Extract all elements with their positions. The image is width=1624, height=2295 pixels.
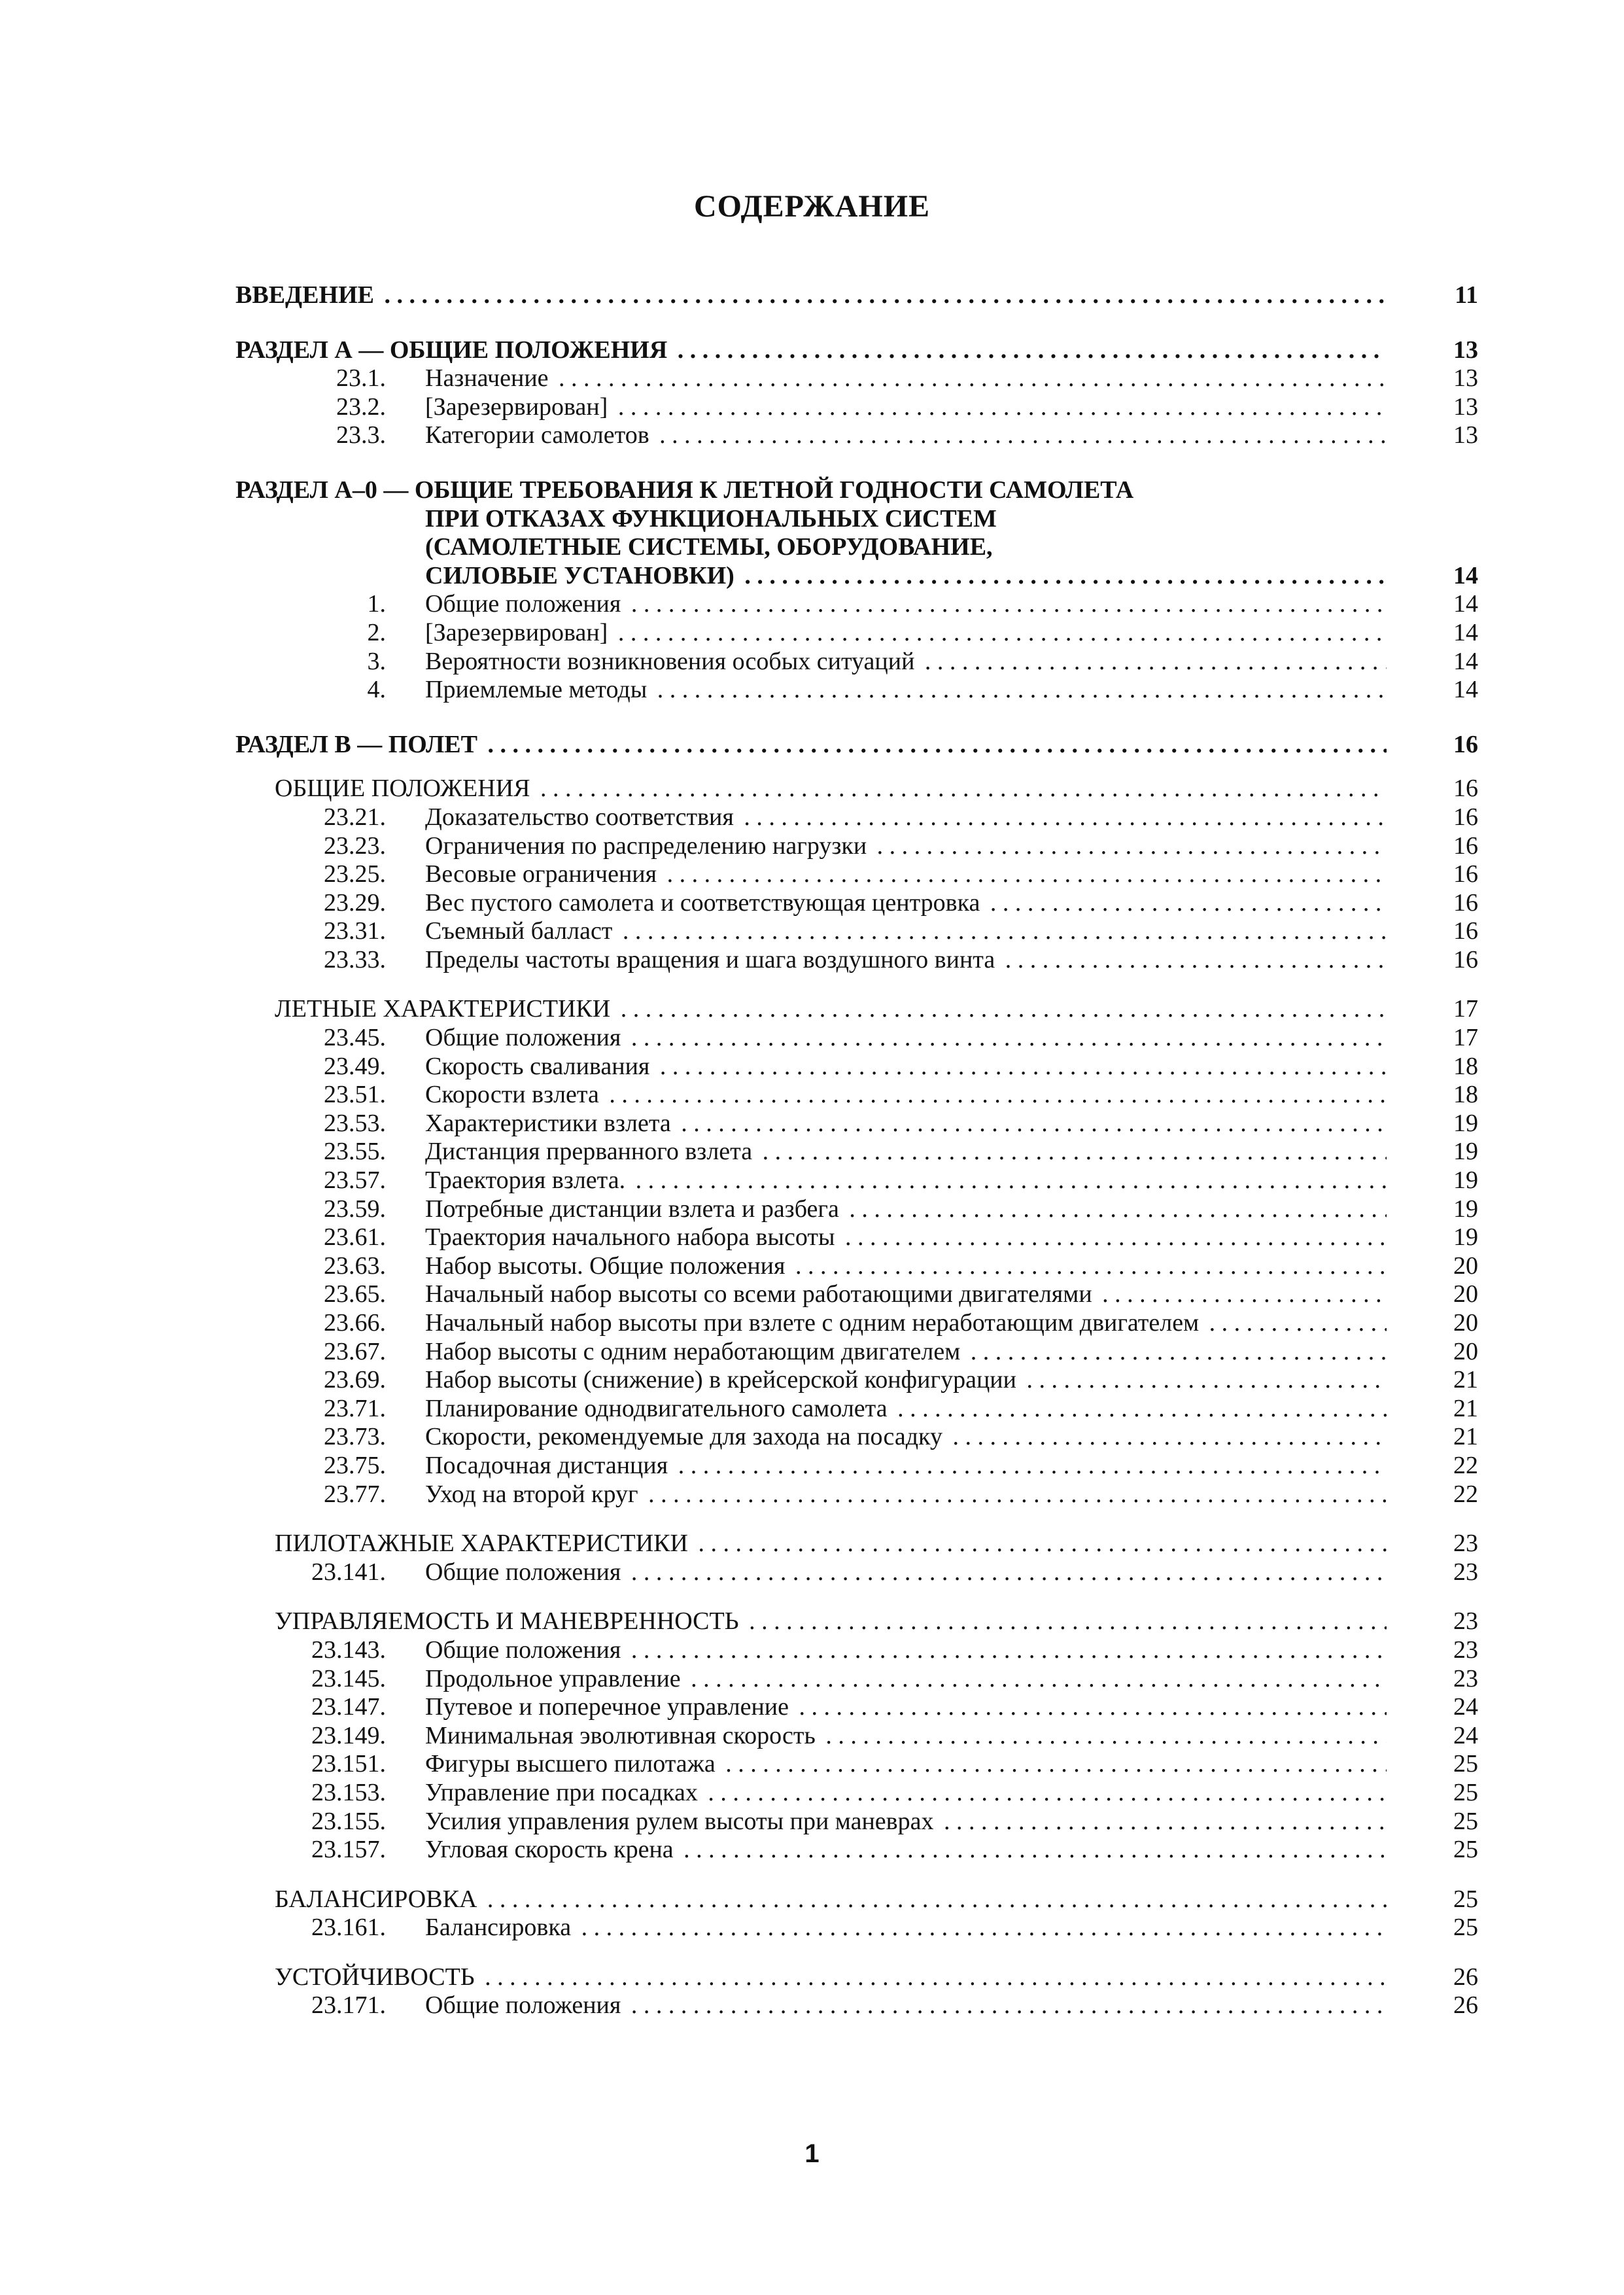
page-ref: 17 (1453, 1024, 1478, 1052)
page-ref: 25 (1453, 1885, 1478, 1913)
entry-label: Начальный набор высоты со всеми работающими двигателями (425, 1280, 1096, 1308)
toc-entry[interactable] (235, 1138, 1478, 1166)
page-ref: 25 (1453, 1836, 1478, 1864)
page-ref: 16 (1453, 917, 1478, 945)
entry-number: 4. (367, 676, 386, 704)
toc-entry[interactable] (235, 421, 1478, 450)
toc-entry[interactable] (235, 946, 1478, 975)
entry-label: Усилия управления рулем высоты при маневрах (425, 1808, 937, 1835)
entry-number: 23.75. (324, 1451, 386, 1479)
entry-number: 23.49. (324, 1052, 386, 1080)
entry-label: Путевое и поперечное управление (425, 1693, 793, 1721)
entry-label: Ограничения по распределению нагрузки (425, 832, 871, 860)
entry-number: 23.57. (324, 1166, 386, 1195)
toc-subsection-control[interactable] (235, 1607, 1478, 1636)
entry-label: [Зарезервирован] (425, 619, 612, 646)
entry-number: 23.2. (336, 393, 386, 421)
entry-label: Съемный балласт (425, 917, 616, 945)
toc-entry[interactable] (235, 1750, 1478, 1779)
entry-label: Характеристики взлета (425, 1110, 675, 1137)
entry-label: Траектория начального набора высоты (425, 1223, 839, 1251)
toc-entry[interactable] (235, 889, 1478, 918)
page-ref: 19 (1453, 1223, 1478, 1252)
toc-entry[interactable] (235, 860, 1478, 889)
section-title: РАЗДЕЛ А–0 — ОБЩИЕ ТРЕБОВАНИЯ К ЛЕТНОЙ ГОДНОСТИ САМОЛЕТА (235, 476, 1134, 504)
toc-entry[interactable] (235, 1636, 1478, 1665)
toc-entry[interactable] (235, 393, 1478, 422)
section-title-continued: СИЛОВЫЕ УСТАНОВКИ) (425, 562, 738, 589)
entry-label: Траектория взлета. (425, 1166, 629, 1194)
toc-entry[interactable] (235, 1309, 1478, 1338)
subsection-title: БАЛАНСИРОВКА (275, 1885, 481, 1913)
toc-entry[interactable] (235, 803, 1478, 832)
toc-entry[interactable] (235, 1024, 1478, 1053)
page-ref: 14 (1453, 676, 1478, 704)
subsection-title: ОБЩИЕ ПОЛОЖЕНИЯ (275, 775, 534, 802)
toc-subsection-handling[interactable] (235, 1530, 1478, 1558)
toc-entry[interactable] (235, 1166, 1478, 1195)
page-ref: 20 (1453, 1309, 1478, 1337)
page-title: СОДЕРЖАНИЕ (693, 189, 931, 224)
page-ref: 23 (1453, 1636, 1478, 1664)
entry-label: Набор высоты с одним неработающим двигателем (425, 1338, 964, 1365)
toc-section-a[interactable] (235, 336, 1478, 365)
entry-label: Общие положения (425, 1991, 625, 2019)
page-ref: 13 (1453, 421, 1478, 449)
page-ref: 20 (1453, 1252, 1478, 1280)
entry-number: 23.157. (311, 1836, 386, 1864)
toc-entry[interactable] (235, 917, 1478, 946)
toc-entry[interactable] (235, 1338, 1478, 1367)
entry-label: Вероятности возникновения особых ситуаций (425, 648, 918, 675)
toc-entry[interactable] (235, 590, 1478, 619)
entry-number: 23.21. (324, 803, 386, 831)
page-ref: 19 (1453, 1166, 1478, 1195)
page-ref: 19 (1453, 1138, 1478, 1166)
entry-label: Фигуры высшего пилотажа (425, 1750, 719, 1778)
page-ref: 24 (1453, 1693, 1478, 1721)
section-title: РАЗДЕЛ В — ПОЛЕТ (235, 731, 481, 758)
toc-entry[interactable] (235, 1423, 1478, 1452)
page-ref: 25 (1453, 1750, 1478, 1778)
entry-label: Планирование однодвигательного самолета (425, 1395, 891, 1422)
toc-entry[interactable] (235, 832, 1478, 861)
toc-section-a0-line1[interactable] (235, 476, 1478, 505)
entry-label: Скорость сваливания (425, 1053, 653, 1080)
entry-label: Минимальная эволютивная скорость (425, 1722, 820, 1749)
entry-number: 23.31. (324, 917, 386, 945)
toc-entry[interactable] (235, 1480, 1478, 1509)
entry-number: 23.45. (324, 1024, 386, 1052)
entry-label: Набор высоты (снижение) в крейсерской конфигурации (425, 1366, 1020, 1393)
page-ref: 14 (1453, 647, 1478, 675)
toc-entry[interactable] (235, 1452, 1478, 1480)
subsection-title: ЛЕТНЫЕ ХАРАКТЕРИСТИКИ (275, 995, 614, 1023)
page-ref: 16 (1453, 888, 1478, 917)
toc-entry[interactable] (235, 648, 1478, 676)
toc-entry[interactable] (235, 1808, 1478, 1836)
page-ref: 13 (1453, 364, 1478, 393)
entry-number: 23.71. (324, 1394, 386, 1422)
entry-label: Набор высоты. Общие положения (425, 1252, 789, 1280)
page-ref: 14 (1453, 618, 1478, 646)
page-ref: 16 (1453, 860, 1478, 888)
entry-number: 23.53. (324, 1109, 386, 1137)
entry-number: 23.153. (311, 1778, 386, 1806)
page-ref: 26 (1453, 1963, 1478, 1991)
page-ref: 23 (1453, 1558, 1478, 1586)
entry-number: 3. (367, 647, 386, 675)
toc-section-b[interactable] (235, 731, 1478, 760)
entry-label: Потребные дистанции взлета и разбега (425, 1195, 843, 1223)
page-ref: 21 (1453, 1394, 1478, 1422)
entry-number: 23.65. (324, 1280, 386, 1308)
toc-entry[interactable] (235, 1836, 1478, 1865)
page-ref: 16 (1453, 832, 1478, 860)
toc-entry[interactable] (235, 619, 1478, 648)
page-ref: 24 (1453, 1721, 1478, 1749)
entry-label: Приемлемые методы (425, 676, 651, 703)
entry-number: 23.25. (324, 860, 386, 888)
toc-entry[interactable] (235, 1395, 1478, 1424)
toc-entry[interactable] (235, 1722, 1478, 1751)
page-ref: 13 (1453, 393, 1478, 421)
toc-section-a0-line3 (235, 533, 1478, 562)
page-ref: 16 (1453, 803, 1478, 831)
entry-label: Общие положения (425, 1024, 625, 1051)
toc-section-a0-line2 (235, 505, 1478, 534)
entry-number: 23.145. (311, 1664, 386, 1692)
entry-label: Пределы частоты вращения и шага воздушного винта (425, 946, 999, 973)
entry-label: Доказательство соответствия (425, 803, 738, 831)
entry-label: Управление при посадках (425, 1779, 702, 1806)
toc-entry[interactable] (235, 1914, 1478, 1942)
toc-entry[interactable] (235, 364, 1478, 393)
toc-subsection-trim[interactable] (235, 1885, 1478, 1914)
page-ref: 14 (1453, 561, 1478, 589)
toc-entry[interactable] (235, 1991, 1478, 2020)
entry-number: 23.67. (324, 1337, 386, 1365)
entry-number: 23.143. (311, 1636, 386, 1664)
entry-number: 23.29. (324, 888, 386, 917)
entry-label: Весовые ограничения (425, 860, 661, 888)
entry-label: Скорости, рекомендуемые для захода на посадку (425, 1423, 946, 1450)
entry-number: 23.66. (324, 1309, 386, 1337)
section-title: РАЗДЕЛ А — ОБЩИЕ ПОЛОЖЕНИЯ (235, 336, 671, 364)
toc-entry[interactable] (235, 1280, 1478, 1309)
entry-label: Общие положения (425, 590, 625, 618)
page-ref: 23 (1453, 1530, 1478, 1558)
toc-entry-intro[interactable] (235, 281, 1478, 310)
entry-label: Общие положения (425, 1558, 625, 1586)
page-ref: 23 (1453, 1664, 1478, 1692)
entry-label: Уход на второй круг (425, 1480, 642, 1508)
entry-number: 23.51. (324, 1081, 386, 1109)
entry-label: ВВЕДЕНИЕ (235, 281, 378, 309)
page-ref: 25 (1453, 1778, 1478, 1806)
page-ref: 18 (1453, 1052, 1478, 1080)
entry-label: Дистанция прерванного взлета (425, 1138, 756, 1165)
page-number: 1 (804, 2139, 820, 2168)
entry-number: 23.151. (311, 1750, 386, 1778)
toc-entry[interactable] (235, 1223, 1478, 1252)
entry-label: Начальный набор высоты при взлете с одним неработающим двигателем (425, 1309, 1203, 1337)
table-of-contents (235, 281, 1478, 2020)
entry-number: 23.3. (336, 421, 386, 449)
entry-number: 23.73. (324, 1423, 386, 1451)
toc-entry[interactable] (235, 676, 1478, 705)
entry-label: Скорости взлета (425, 1081, 603, 1108)
entry-number: 23.55. (324, 1138, 386, 1166)
entry-number: 23.63. (324, 1252, 386, 1280)
entry-number: 23.149. (311, 1721, 386, 1749)
entry-label: [Зарезервирован] (425, 393, 612, 421)
page-ref: 16 (1453, 730, 1478, 758)
page-ref: 21 (1453, 1423, 1478, 1451)
entry-number: 23.147. (311, 1693, 386, 1721)
page-ref: 21 (1453, 1366, 1478, 1394)
entry-label: Назначение (425, 364, 553, 392)
page-ref: 20 (1453, 1337, 1478, 1365)
entry-label: Угловая скорость крена (425, 1836, 678, 1863)
entry-number: 23.1. (336, 364, 386, 393)
page-ref: 25 (1453, 1914, 1478, 1942)
page-ref: 26 (1453, 1991, 1478, 2020)
entry-number: 23.155. (311, 1807, 386, 1835)
section-title-continued: (САМОЛЕТНЫЕ СИСТЕМЫ, ОБОРУДОВАНИЕ, (425, 533, 993, 561)
page-ref: 16 (1453, 775, 1478, 803)
entry-number: 23.23. (324, 832, 386, 860)
toc-entry[interactable] (235, 1366, 1478, 1395)
toc-subsection-performance[interactable] (235, 995, 1478, 1024)
entry-label: Балансировка (425, 1914, 575, 1941)
subsection-title: ПИЛОТАЖНЫЕ ХАРАКТЕРИСТИКИ (275, 1530, 692, 1557)
page-ref: 11 (1455, 281, 1478, 309)
toc-entry[interactable] (235, 1110, 1478, 1138)
entry-label: Посадочная дистанция (425, 1452, 672, 1479)
page-ref: 25 (1453, 1807, 1478, 1835)
toc-entry[interactable] (235, 1779, 1478, 1808)
toc-section-a0-line4[interactable] (235, 562, 1478, 591)
page-ref: 23 (1453, 1607, 1478, 1636)
entry-number: 23.77. (324, 1480, 386, 1508)
toc-entry[interactable] (235, 1081, 1478, 1110)
page-ref: 16 (1453, 945, 1478, 973)
toc-subsection-general[interactable] (235, 775, 1478, 803)
entry-number: 23.171. (311, 1991, 386, 2020)
toc-entry[interactable] (235, 1053, 1478, 1081)
toc-entry[interactable] (235, 1665, 1478, 1694)
entry-label: Продольное управление (425, 1665, 685, 1692)
entry-number: 23.141. (311, 1558, 386, 1586)
page-ref: 19 (1453, 1109, 1478, 1137)
page-ref: 22 (1453, 1451, 1478, 1479)
page-ref: 20 (1453, 1280, 1478, 1308)
toc-entry[interactable] (235, 1558, 1478, 1587)
entry-number: 1. (367, 590, 386, 618)
page-ref: 14 (1453, 590, 1478, 618)
page-ref: 18 (1453, 1081, 1478, 1109)
page-ref: 17 (1453, 995, 1478, 1023)
entry-number: 23.59. (324, 1195, 386, 1223)
entry-label: Вес пустого самолета и соответствующая центровка (425, 889, 984, 917)
toc-subsection-stability[interactable] (235, 1963, 1478, 1992)
page-ref: 22 (1453, 1480, 1478, 1508)
toc-entry[interactable] (235, 1195, 1478, 1224)
entry-number: 2. (367, 618, 386, 646)
subsection-title: УПРАВЛЯЕМОСТЬ И МАНЕВРЕННОСТЬ (275, 1607, 743, 1635)
section-title-continued: ПРИ ОТКАЗАХ ФУНКЦИОНАЛЬНЫХ СИСТЕМ (425, 504, 997, 533)
entry-number: 23.61. (324, 1223, 386, 1252)
entry-number: 23.33. (324, 945, 386, 973)
subsection-title: УСТОЙЧИВОСТЬ (275, 1963, 479, 1991)
page-ref: 19 (1453, 1195, 1478, 1223)
entry-label: Категории самолетов (425, 421, 653, 449)
entry-number: 23.69. (324, 1366, 386, 1394)
page-ref: 13 (1453, 336, 1478, 364)
toc-entry[interactable] (235, 1693, 1478, 1722)
toc-entry[interactable] (235, 1252, 1478, 1281)
entry-number: 23.161. (311, 1914, 386, 1942)
entry-label: Общие положения (425, 1636, 625, 1664)
